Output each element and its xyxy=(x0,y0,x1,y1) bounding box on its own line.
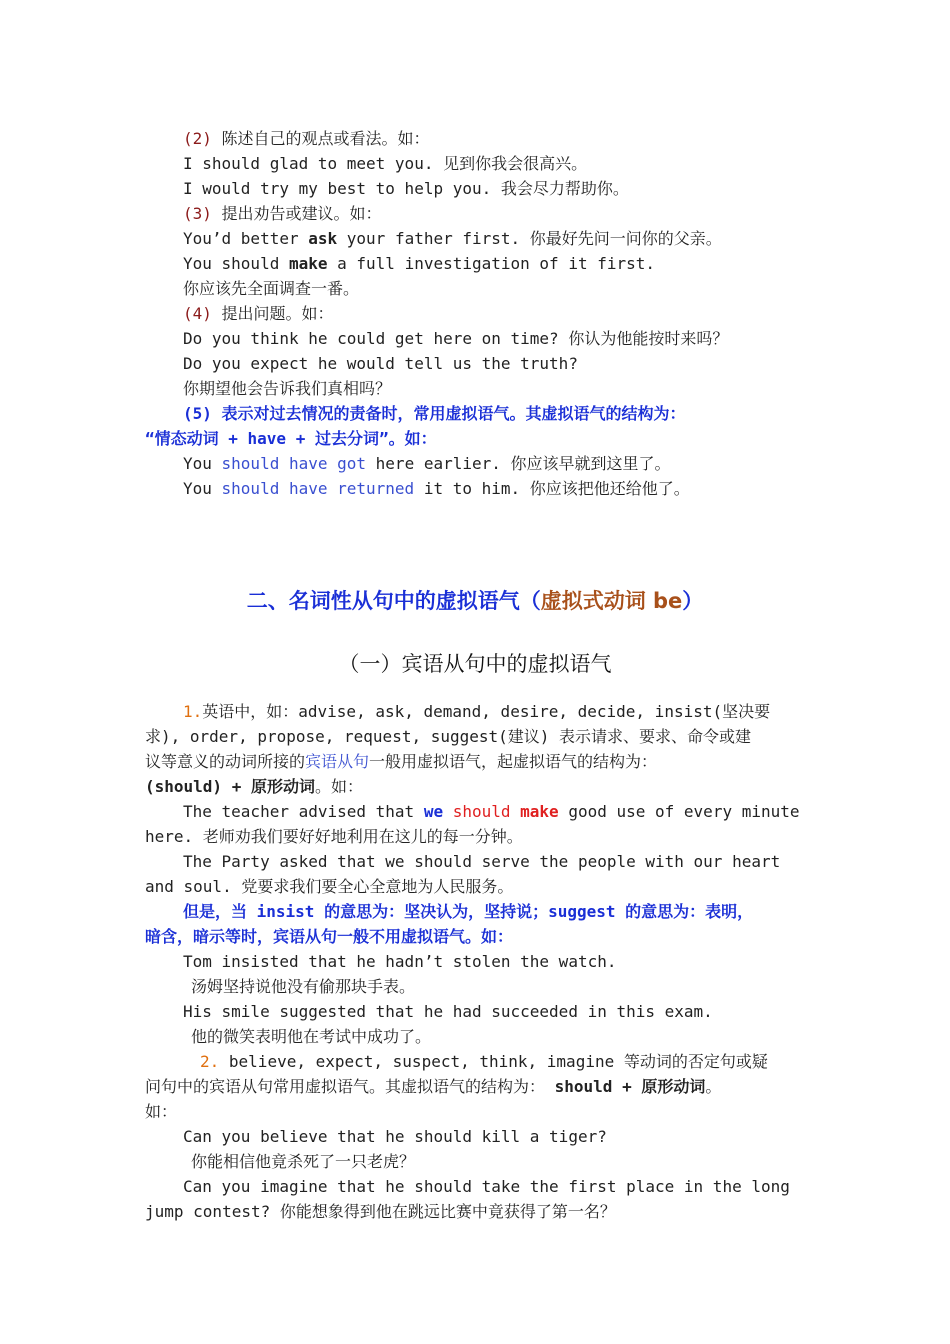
example-line: here. 老师劝我们要好好地利用在这儿的每一分钟。 xyxy=(145,827,523,846)
rule-2-line: 如： xyxy=(145,1102,178,1121)
example-line: Tom insisted that he hadn’t stolen the watch. xyxy=(183,952,617,971)
item-2-heading: (2) 陈述自己的观点或看法。如： xyxy=(183,129,430,148)
rule-1-structure: (should) + 原形动词。如： xyxy=(145,777,363,796)
example-line: and soul. 党要求我们要全心全意地为人民服务。 xyxy=(145,877,514,896)
example-line: You’d better ask your father first. 你最好先问一问你的父亲。 xyxy=(183,229,722,248)
example-line: The teacher advised that we should make good use of every minute xyxy=(183,802,800,821)
rule-1-line: 议等意义的动词所接的宾语从句一般用虚拟语气，起虚拟语气的结构为： xyxy=(145,752,658,771)
example-line: I would try my best to help you. 我会尽力帮助你。 xyxy=(183,179,629,198)
item-5-structure: “情态动词 + have + 过去分词”。如： xyxy=(145,429,437,448)
example-line: You should make a full investigation of it first. xyxy=(183,254,656,273)
exception-note: 暗含，暗示等时，宾语从句一般不用虚拟语气。如： xyxy=(145,927,514,946)
section-title: 二、名词性从句中的虚拟语气（虚拟式动词 be） xyxy=(246,589,704,613)
rule-1-line: 1.英语中，如：advise, ask, demand, desire, decide, insist(坚决要 xyxy=(183,702,771,721)
rule-2-line: 2. believe, expect, suspect, think, imagine 等动词的否定句或疑 xyxy=(200,1052,768,1071)
example-translation: 你能相信他竟杀死了一只老虎？ xyxy=(191,1152,416,1171)
example-line: You should have got here earlier. 你应该早就到这里了。 xyxy=(183,454,671,473)
item-3-heading: (3) 提出劝告或建议。如： xyxy=(183,204,382,223)
example-line: 你应该先全面调查一番。 xyxy=(183,279,360,298)
example-translation: 他的微笑表明他在考试中成功了。 xyxy=(191,1027,432,1046)
example-line: 你期望他会告诉我们真相吗？ xyxy=(183,379,392,398)
subsection-title: （一）宾语从句中的虚拟语气 xyxy=(338,652,612,676)
example-line: I should glad to meet you. 见到你我会很高兴。 xyxy=(183,154,588,173)
exception-note: 但是，当 insist 的意思为：坚决认为，坚持说；suggest 的意思为：表明， xyxy=(183,902,754,921)
example-line: Do you expect he would tell us the truth? xyxy=(183,354,578,373)
example-line: Do you think he could get here on time? 你认为他能按时来吗？ xyxy=(183,329,729,348)
rule-2-structure: 问句中的宾语从句常用虚拟语气。其虚拟语气的结构为： should + 原形动词。 xyxy=(145,1077,722,1096)
example-line: The Party asked that we should serve the people with our heart xyxy=(183,852,781,871)
item-5-heading: (5) 表示对过去情况的责备时，常用虚拟语气。其虚拟语气的结构为： xyxy=(183,404,686,423)
item-4-heading: (4) 提出问题。如： xyxy=(183,304,334,323)
example-translation: 汤姆坚持说他没有偷那块手表。 xyxy=(191,977,416,996)
rule-1-line: 求), order, propose, request, suggest(建议) 表示请求、要求、命令或建 xyxy=(145,727,752,746)
example-line: Can you believe that he should kill a tiger? xyxy=(183,1127,607,1146)
example-line: His smile suggested that he had succeeded in this exam. xyxy=(183,1002,713,1021)
example-line: Can you imagine that he should take the first place in the long xyxy=(183,1177,790,1196)
example-line: jump contest? 你能想象得到他在跳远比赛中竟获得了第一名？ xyxy=(145,1202,616,1221)
example-line: You should have returned it to him. 你应该把他还给他了。 xyxy=(183,479,690,498)
